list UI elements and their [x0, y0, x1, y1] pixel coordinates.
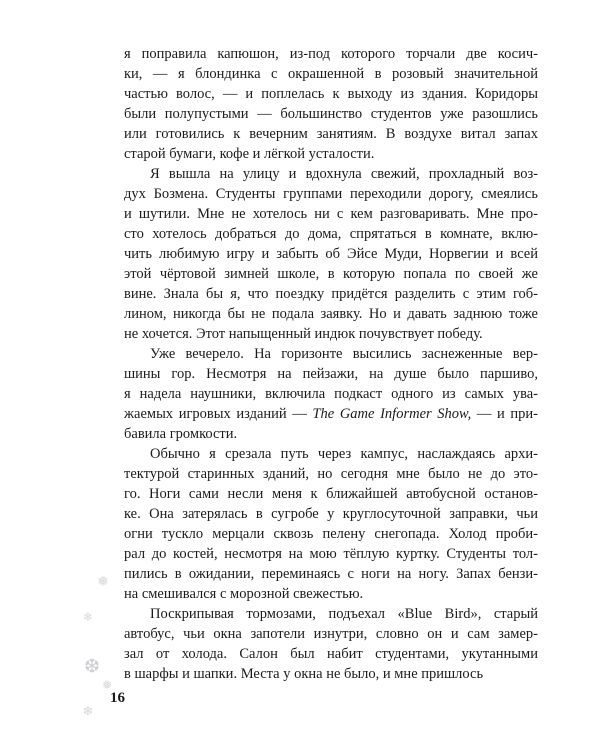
text-line: не хочется. Этот напыщенный индюк почувствует победу.: [124, 326, 483, 342]
text-line: го. Ноги сами несли меня к ближайшей автобусной останов-: [124, 486, 538, 502]
text-line: тектурой старинных зданий, но сегодня мне было не до это-: [124, 466, 538, 482]
text-line: этой чёртовой зимней школе, в которую попала по своей же: [124, 266, 538, 282]
text-line: шины гор. Несмотря на пейзажи, на душе было паршиво,: [124, 366, 538, 382]
text-line: лином, никогда бы не подала заявку. Но и давать заднюю тоже: [124, 306, 538, 322]
text-line: я надела наушники, включила подкаст одного из самых ува-: [124, 386, 538, 402]
text-line: и шутили. Мне не хотелось ни с кем разговаривать. Мне про-: [124, 206, 538, 222]
snowflake-icon: ❆: [84, 655, 100, 678]
text-line: ке. Она затерялась в сугробе у круглосуточной заправки, чьи: [124, 506, 538, 522]
snowflake-icon: ❄: [82, 610, 94, 624]
text-line: Поскрипывая тормозами, подъехал «Blue Bird», старый: [150, 606, 538, 622]
text-line: Уже вечерело. На горизонте высились заснеженные вер-: [150, 346, 538, 362]
text-line: жаемых игровых изданий — The Game Informer Show, — и при-: [124, 406, 538, 422]
text-line: Я вышла на улицу и вдохнула свежий, прохладный воз-: [150, 166, 538, 182]
text-line: частью волос, — и поплелась к выходу из здания. Коридоры: [124, 86, 538, 102]
text-line: автобус, чьи окна запотели изнутри, словно он и сам замер-: [124, 626, 538, 642]
text-line: Обычно я срезала путь через кампус, наслаждаясь архи-: [150, 446, 538, 462]
text-line: пились в ожидании, переминаясь с ноги на ногу. Запах бензи-: [124, 566, 538, 582]
text-line: сто хотелось добраться до дома, спрятаться в комнате, вклю-: [124, 226, 538, 242]
snowflake-icon: ❄: [82, 704, 94, 720]
text-line: зал от холода. Салон был набит студентами, укутанными: [124, 646, 538, 662]
text-line: или готовились к вечерним занятиям. В воздухе витал запах: [124, 126, 538, 142]
text-line: рал до костей, несмотря на мою тёплую куртку. Студенты тол-: [124, 546, 538, 562]
text-line: огни тускло мерцали сквозь пелену снегопада. Холод проби-: [124, 526, 538, 542]
text-line: дух Бозмена. Студенты группами переходили дорогу, смеялись: [124, 186, 538, 202]
body-text: [124, 44, 538, 684]
text-line: на смешивался с морозной свежестью.: [124, 586, 364, 602]
text-line: старой бумаги, кофе и лёгкой усталости.: [124, 146, 375, 162]
text-line: были полупустыми — большинство студентов уже разошлись: [124, 106, 538, 122]
text-line: ки, — я блондинка с окрашенной в розовый значительной: [124, 66, 538, 82]
text-line: вине. Знала бы я, что поездку придётся разделить с этим гоб-: [124, 286, 538, 302]
text-line: в шарфы и шапки. Места у окна не было, и мне пришлось: [124, 666, 484, 682]
text-line: бавила громкости.: [124, 426, 238, 442]
text-line: я поправила капюшон, из-под которого торчали две косич-: [124, 46, 538, 62]
snowflake-icon: ❅: [97, 574, 109, 590]
page-number: 16: [110, 690, 125, 706]
text-line: чить любимую игру и забыть об Эйсе Муди, Норвегии и всей: [124, 246, 538, 262]
snowflake-icon: ❅: [101, 678, 113, 692]
